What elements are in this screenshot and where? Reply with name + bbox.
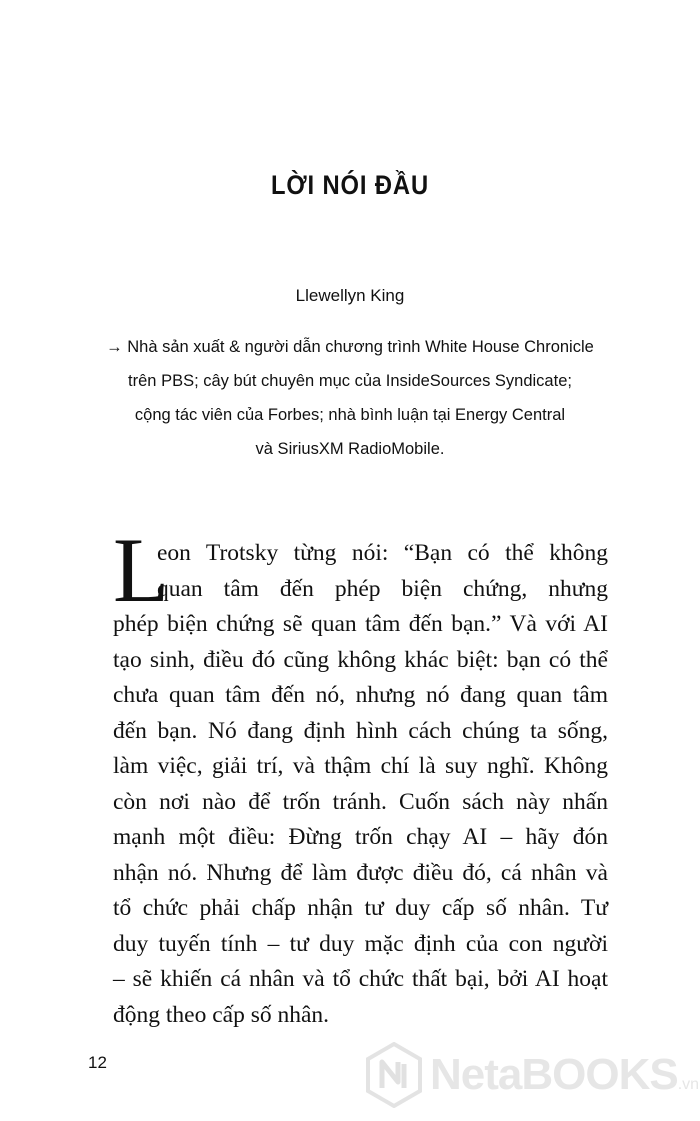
author-name: Llewellyn King [295, 286, 405, 305]
watermark [362, 1040, 700, 1110]
bio-line: trên PBS; cây bút chuyên mục của InsideSources Syndicate; [128, 372, 572, 390]
body-line: chưa quan tâm đến nó, nhưng nó đang quan tâm [113, 682, 608, 708]
body-line: động theo cấp số nhân. [113, 1001, 330, 1028]
watermark-suffix: .vn [677, 1076, 700, 1093]
body-line: phép biện chứng sẽ quan tâm đến bạn.” Và với AI [113, 611, 608, 637]
body-line: tạo sinh, điều đó cũng không khác biệt: bạn có thể [113, 646, 608, 673]
watermark-text [430, 1050, 699, 1100]
body-line: mạnh một điều: Đừng trốn chạy AI – hãy đón [113, 824, 608, 850]
author-bio [0, 330, 700, 466]
body-line: eon Trotsky từng nói: “Bạn có thể không [157, 540, 608, 566]
bio-line: → Nhà sản xuất & người dẫn chương trình White House Chronicle [106, 338, 594, 356]
page-title: LỜI NÓI ĐẦU [271, 170, 429, 200]
netabooks-logo-icon [364, 1042, 424, 1108]
bio-line: và SiriusXM RadioMobile. [255, 440, 445, 458]
page-number: 12 [88, 1053, 107, 1072]
body-line: duy tuyến tính – tư duy mặc định của con người [113, 930, 608, 957]
drop-cap: L [113, 519, 170, 621]
bio-line: cộng tác viên của Forbes; nhà bình luận tại Energy Central [134, 406, 566, 424]
body-line: đến bạn. Nó đang định hình cách chúng ta sống, [113, 717, 608, 744]
body-paragraph [113, 536, 608, 1033]
watermark-brand: NetaBOOKS [430, 1050, 678, 1099]
body-line: quan tâm đến phép biện chứng, nhưng [157, 575, 608, 602]
body-line: nhận nó. Nhưng để làm được điều đó, cá nhân và [113, 859, 608, 886]
body-line: còn nơi nào để trốn tránh. Cuốn sách này nhấn [113, 788, 608, 815]
body-line: làm việc, giải trí, và thậm chí là suy nghĩ. Không [113, 753, 608, 779]
body-line: – sẽ khiến cá nhân và tổ chức thất bại, bởi AI hoạt [113, 966, 608, 992]
body-line: tổ chức phải chấp nhận tư duy cấp số nhân. Tư [113, 895, 608, 921]
